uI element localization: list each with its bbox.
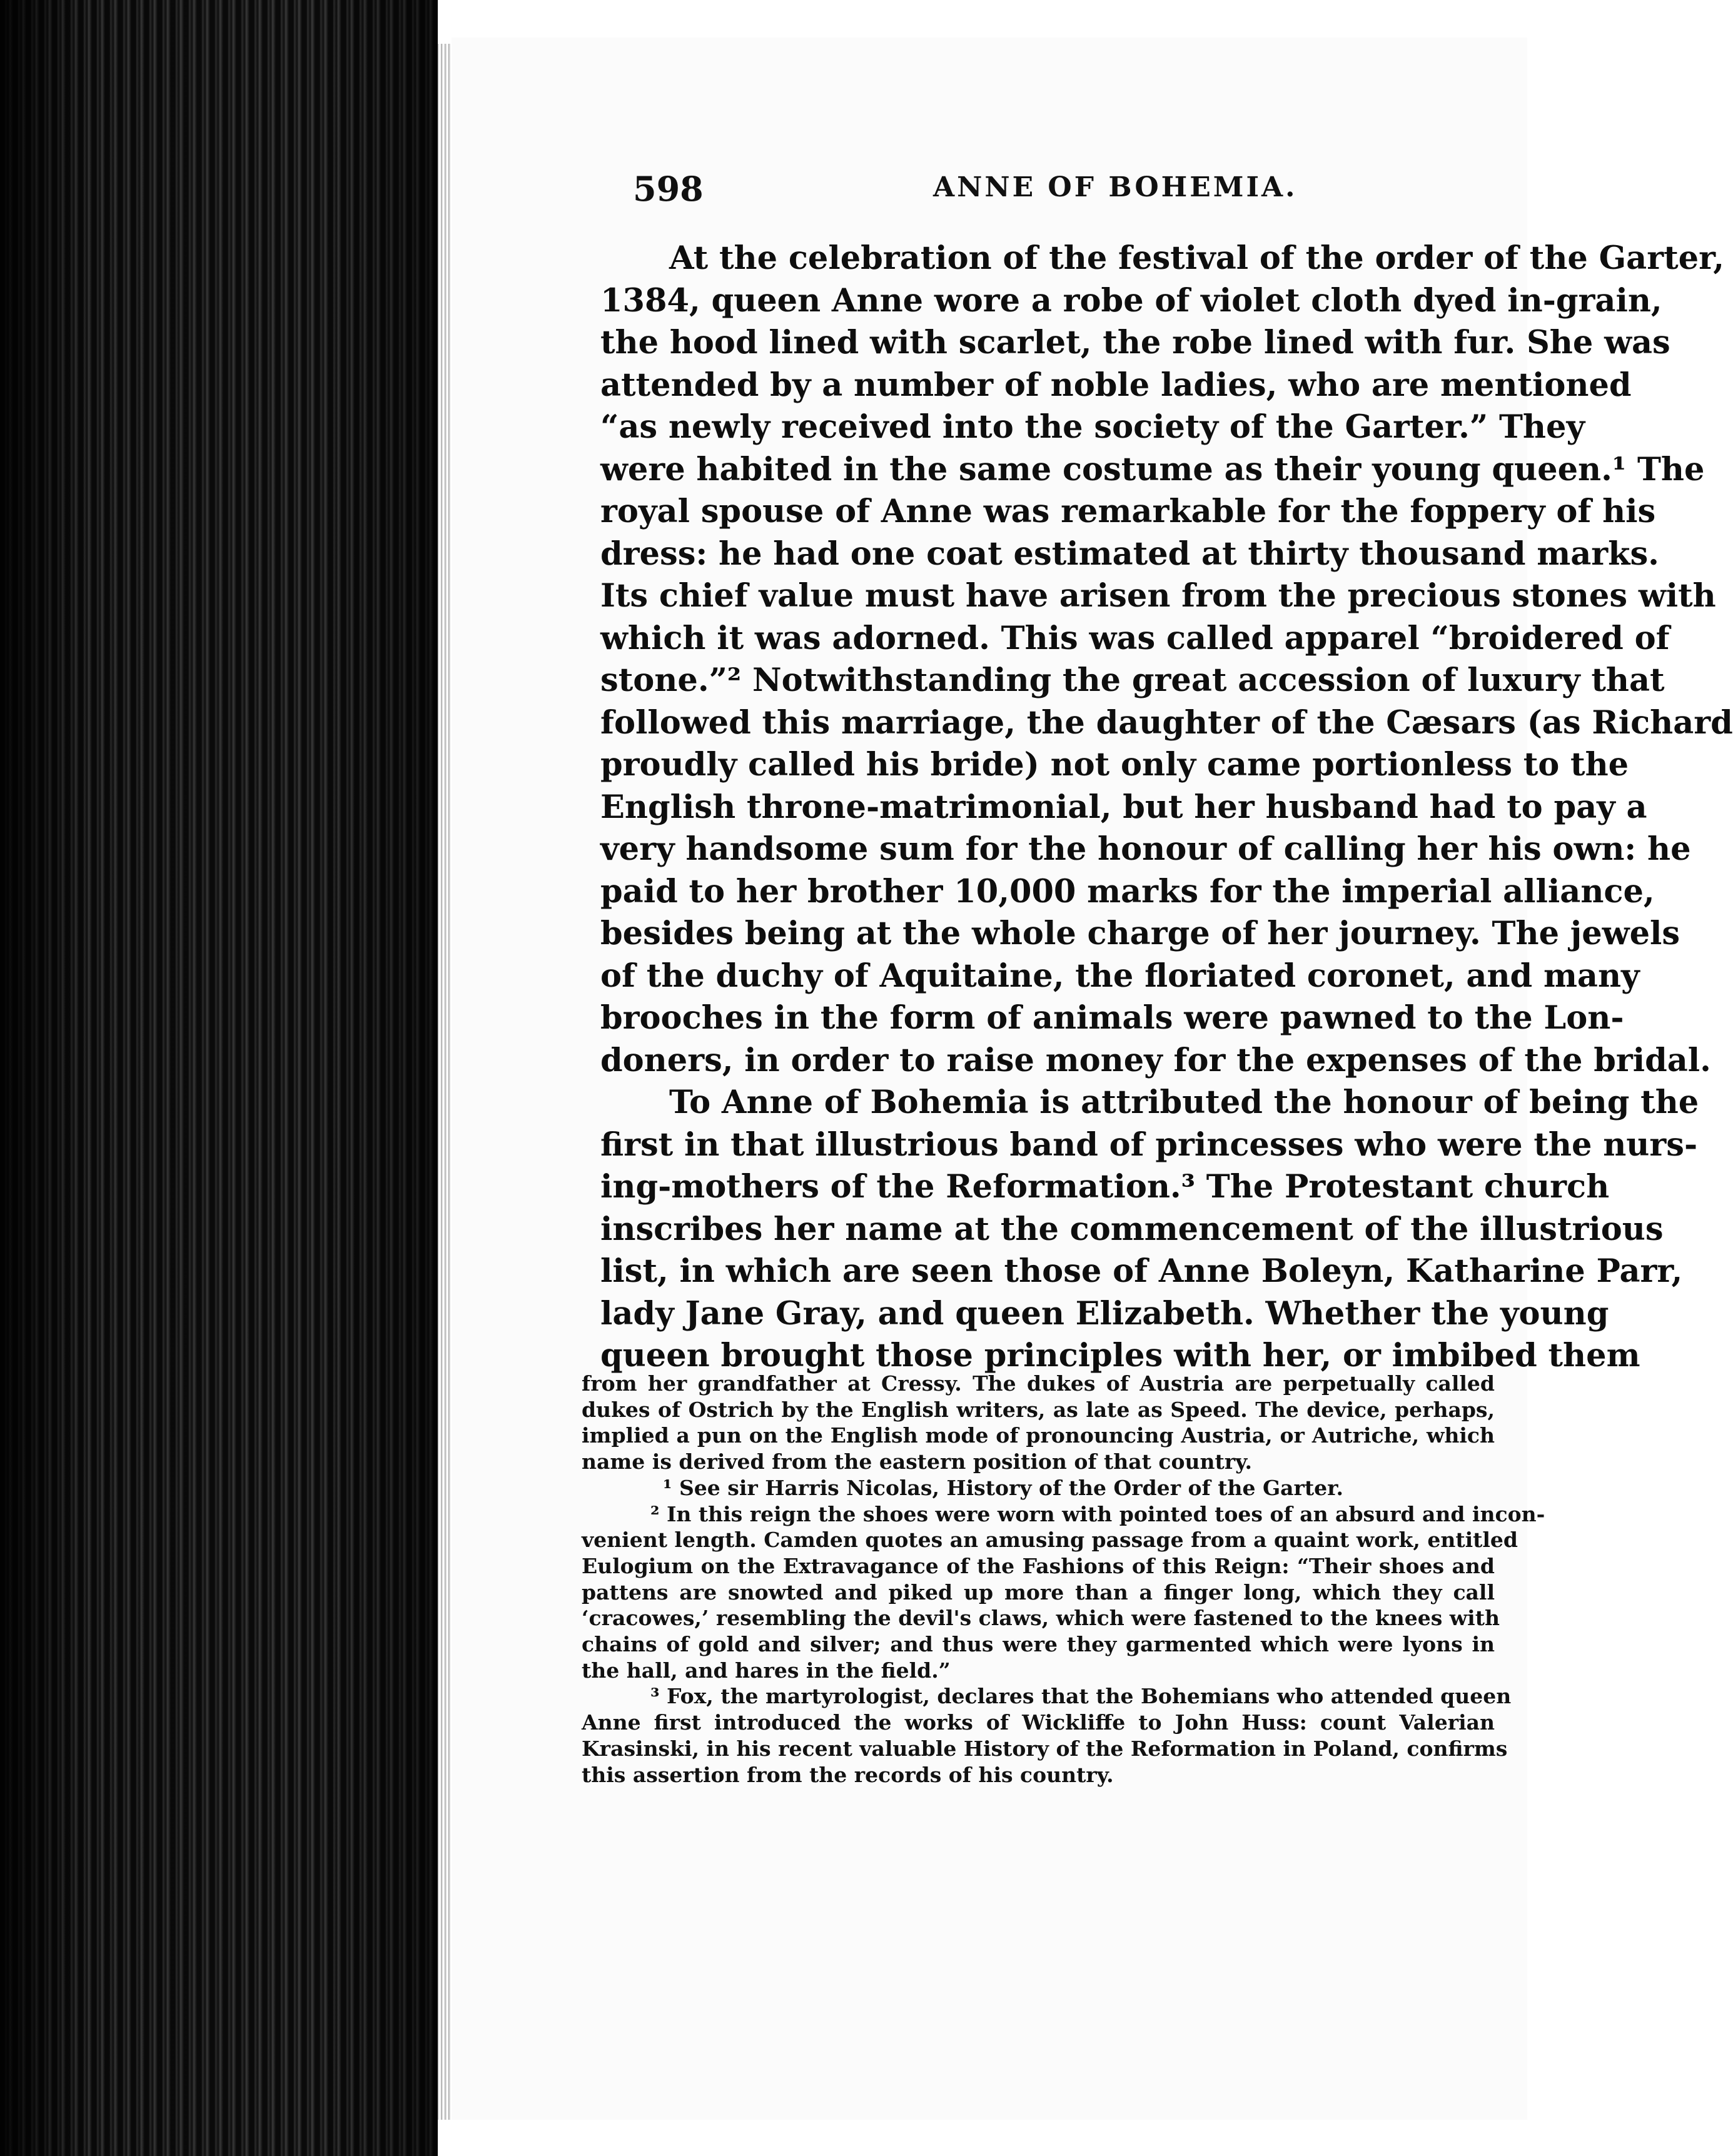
footnote-line: pattens are snowted and piked up more than a finger long, which they call <box>582 1579 1495 1604</box>
body-line: paid to her brother 10,000 marks for the imperial alliance, <box>600 872 1655 910</box>
body-line: doners, in order to raise money for the expenses of the bridal. <box>600 1041 1711 1079</box>
body-line: besides being at the whole charge of her journey. The jewels <box>600 915 1680 952</box>
page-edge <box>438 44 452 2120</box>
footnote-1: ¹ See sir Harris Nicolas, History of the Order of the Garter. <box>663 1475 1344 1500</box>
body-line: lady Jane Gray, and queen Elizabeth. Whether the young <box>600 1294 1609 1332</box>
body-line: To Anne of Bohemia is attributed the honour of being the <box>669 1084 1699 1121</box>
body-line: followed this marriage, the daughter of the Cæsars (as Richard <box>600 703 1733 742</box>
body-line: At the celebration of the festival of the order of the Garter, <box>669 239 1725 277</box>
body-line: the hood lined with scarlet, the robe lined with fur. She was <box>600 324 1670 361</box>
body-line: very handsome sum for the honour of calling her his own: he <box>600 830 1691 868</box>
body-line: brooches in the form of animals were pawned to the Lon- <box>600 999 1624 1037</box>
footnote-line: this assertion from the records of his country. <box>582 1762 1114 1787</box>
running-head <box>633 156 1521 209</box>
body-line: 1384, queen Anne wore a robe of violet cloth dyed in-grain, <box>600 281 1662 320</box>
body-line: queen brought those principles with her, or imbibed them <box>600 1337 1640 1374</box>
footnote-line: chains of gold and silver; and thus were they garmented which were lyons in <box>582 1632 1495 1657</box>
footnotes <box>582 1371 1545 1788</box>
footnote-line: Anne first introduced the works of Wickliffe to John Huss: count Valerian <box>582 1710 1495 1735</box>
body-line: Its chief value must have arisen from the precious stones with <box>600 577 1716 615</box>
footnote-line: Eulogium on the Extravagance of the Fashions of this Reign: “Their shoes and <box>582 1553 1495 1578</box>
footnote-line: the hall, and hares in the field.” <box>582 1658 951 1683</box>
footnote-line: dukes of Ostrich by the English writers, as late as Speed. The device, perhaps, <box>582 1397 1495 1422</box>
body-line: were habited in the same costume as their young queen.¹ The <box>600 450 1705 488</box>
running-title: ANNE OF BOHEMIA. <box>933 171 1298 203</box>
body-line: inscribes her name at the commencement of the illustrious <box>600 1210 1664 1248</box>
footnote-line: Krasinski, in his recent valuable History of the Reformation in Poland, confirms <box>582 1736 1508 1761</box>
body-text <box>600 238 1733 1378</box>
body-line: royal spouse of Anne was remarkable for the foppery of his <box>600 493 1656 530</box>
body-line: English throne-matrimonial, but her husband had to pay a <box>600 788 1647 826</box>
footnote-line: venient length. Camden quotes an amusing passage from a quaint work, entitled <box>582 1528 1518 1553</box>
body-line: ing-mothers of the Reformation.³ The Protestant church <box>600 1168 1610 1206</box>
body-line: “as newly received into the society of the Garter.” They <box>600 408 1585 446</box>
footnote-line: from her grandfather at Cressy. The dukes of Austria are perpetually called <box>582 1371 1495 1396</box>
footnote-line: implied a pun on the English mode of pronouncing Austria, or Autriche, which <box>582 1423 1495 1448</box>
page-number: 598 <box>633 169 704 209</box>
body-line: proudly called his bride) not only came portionless to the <box>600 746 1629 783</box>
body-line: attended by a number of noble ladies, who are mentioned <box>600 366 1632 404</box>
body-line: stone.”² Notwithstanding the great accession of luxury that <box>600 662 1665 699</box>
body-line: of the duchy of Aquitaine, the floriated coronet, and many <box>600 957 1640 995</box>
body-line: dress: he had one coat estimated at thirty thousand marks. <box>600 535 1659 573</box>
body-line: first in that illustrious band of princesses who were the nurs- <box>600 1126 1698 1164</box>
footnote-3: ³ Fox, the martyrologist, declares that the Bohemians who attended queen <box>650 1684 1512 1709</box>
book-spine-gutter <box>0 0 438 2156</box>
footnote-line: name is derived from the eastern position of that country. <box>582 1449 1253 1474</box>
body-line: list, in which are seen those of Anne Boleyn, Katharine Parr, <box>600 1252 1683 1290</box>
footnote-2: ² In this reign the shoes were worn with pointed toes of an absurd and incon- <box>650 1501 1545 1526</box>
footnote-line: ‘cracowes,’ resembling the devil's claws, which were fastened to the knees with <box>582 1606 1500 1631</box>
body-line: which it was adorned. This was called apparel “broidered of <box>600 619 1670 657</box>
